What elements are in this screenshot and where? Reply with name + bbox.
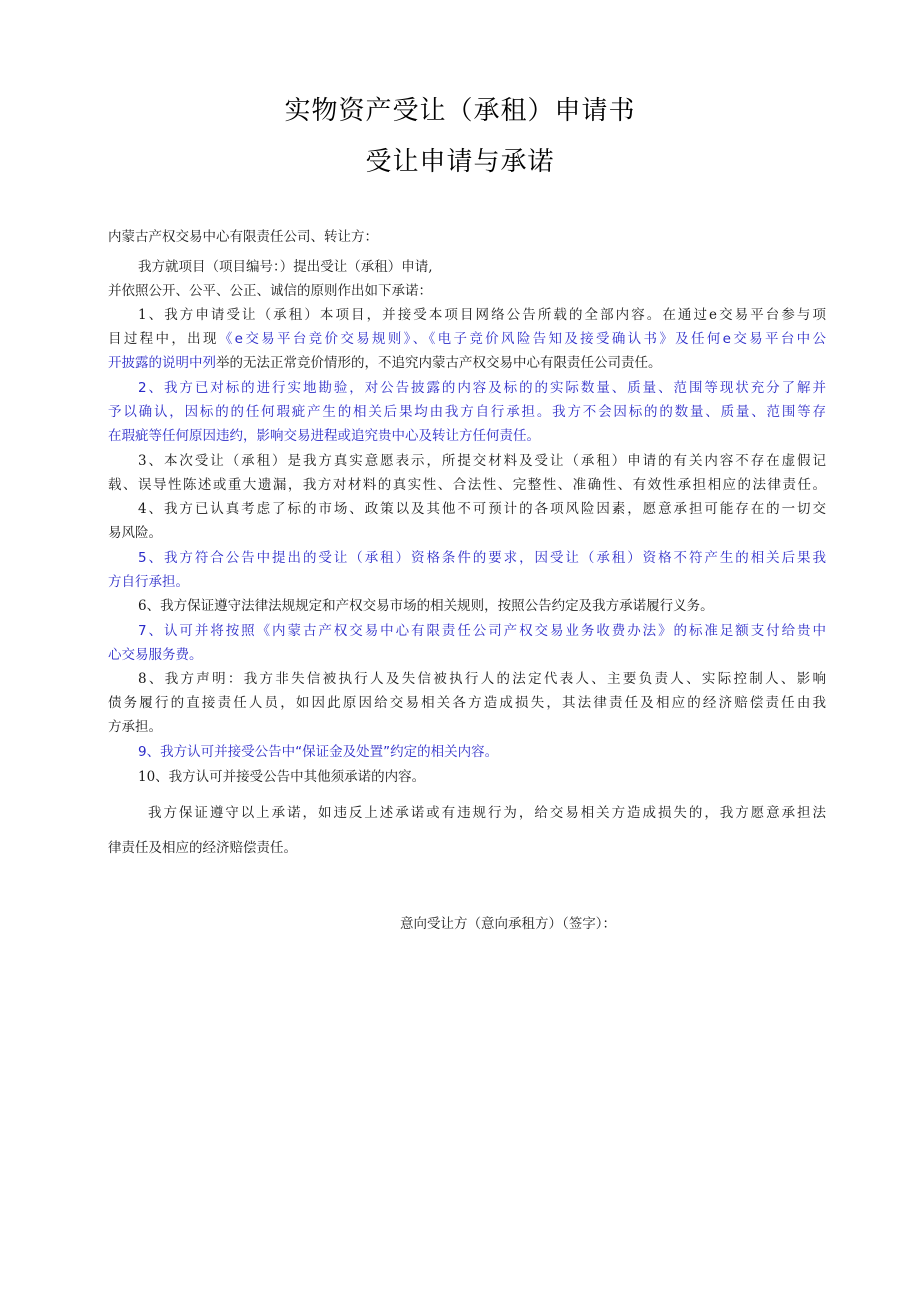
item-8-line-2: 债务履行的直接责任人员，如因此原因给交易相关各方造成损失，其法律责任及相应的经济赔偿责任由我 <box>108 695 826 711</box>
item-1-rules-reference: 《e交易平台竞价交易规则》、《电子竞价风险告知及接受确认书》及任何e交易平台中公 <box>218 331 826 347</box>
item-10-line-1: 10、我方认可并接受公告中其他须承诺的内容。 <box>138 769 426 785</box>
item-2-line-3: 在瑕疵等任何原因违约，影响交易进程或追究贵中心及转让方任何责任。 <box>108 428 540 444</box>
item-1-line-1: 1、我方申请受让（承租）本项目，并接受本项目网络公告所载的全部内容。在通过e交易平台参与项 <box>138 307 826 323</box>
item-5-line-2: 方自行承担。 <box>108 574 189 590</box>
item-2-line-1: 2、我方已对标的进行实地勘验，对公告披露的内容及标的的实际数量、质量、范围等现状充分了解并 <box>138 380 826 396</box>
item-4-line-1: 4、我方已认真考虑了标的市场、政策以及其他不可预计的各项风险因素，愿意承担可能存在的一切交 <box>138 501 826 517</box>
item-3-line-2: 载、误导性陈述或重大遗漏，我方对材料的真实性、合法性、完整性、准确性、有效性承担相应的法律责任。 <box>108 477 826 493</box>
item-1-blue-serif-text: 明中列 <box>175 355 216 371</box>
item-4-line-2: 易风险。 <box>108 525 162 541</box>
item-2-line-2: 予以确认，因标的的任何瑕疵产生的相关后果均由我方自行承担。我方不会因标的的数量、质量、范围等存 <box>108 404 826 420</box>
item-1-line-3 <box>108 355 662 371</box>
item-3-line-1: 3、本次受让（承租）是我方真实意愿表示，所提交材料及受让（承租）申请的有关内容不存在虚假记 <box>138 453 826 469</box>
item-7-line-2: 心交易服务费。 <box>108 647 203 663</box>
item-8-line-1: 8、我方声明：我方非失信被执行人及失信被执行人的法定代表人、主要负责人、实际控制人、影响 <box>138 671 826 687</box>
item-7-line-1: 7、认可并将按照《内蒙古产权交易中心有限责任公司产权交易业务收费办法》的标准足额支付给贵中 <box>138 623 826 639</box>
closing-line-2: 律责任及相应的经济赔偿责任。 <box>108 840 297 856</box>
intro-line-1: 我方就项目（项目编号：）提出受让（承租）申请, <box>138 259 433 275</box>
item-9-line-1: 9、我方认可并接受公告中“保证金及处置”约定的相关内容。 <box>138 744 499 760</box>
item-1-line-2 <box>108 331 826 347</box>
addressee: 内蒙古产权交易中心有限责任公司、转让方： <box>108 229 378 245</box>
item-1-text: 目过程中，出现 <box>108 331 219 347</box>
item-8-line-3: 方承担。 <box>108 719 162 735</box>
item-1-tail-text: 举的无法正常竞价情形的，不追究内蒙古产权交易中心有限责任公司责任。 <box>216 355 662 371</box>
item-5-line-1: 5、我方符合公告中提出的受让（承租）资格条件的要求，因受让（承租）资格不符产生的相关后果我 <box>138 550 826 566</box>
item-6-line-1: 6、我方保证遵守法律法规规定和产权交易市场的相关规则，按照公告约定及我方承诺履行义务。 <box>138 598 714 614</box>
intro-line-2: 并依照公开、公平、公正、诚信的原则作出如下承诺： <box>108 283 432 299</box>
signature-label: 意向受让方（意向承租方）（签字）： <box>400 916 616 932</box>
closing-line-1: 我方保证遵守以上承诺，如违反上述承诺或有违规行为，给交易相关方造成损失的，我方愿意承担法 <box>148 805 826 821</box>
item-1-blue-text: 开披露的说 <box>108 355 176 371</box>
document-subtitle: 受让申请与承诺 <box>365 147 555 177</box>
document-title: 实物资产受让（承租）申请书 <box>284 96 636 126</box>
